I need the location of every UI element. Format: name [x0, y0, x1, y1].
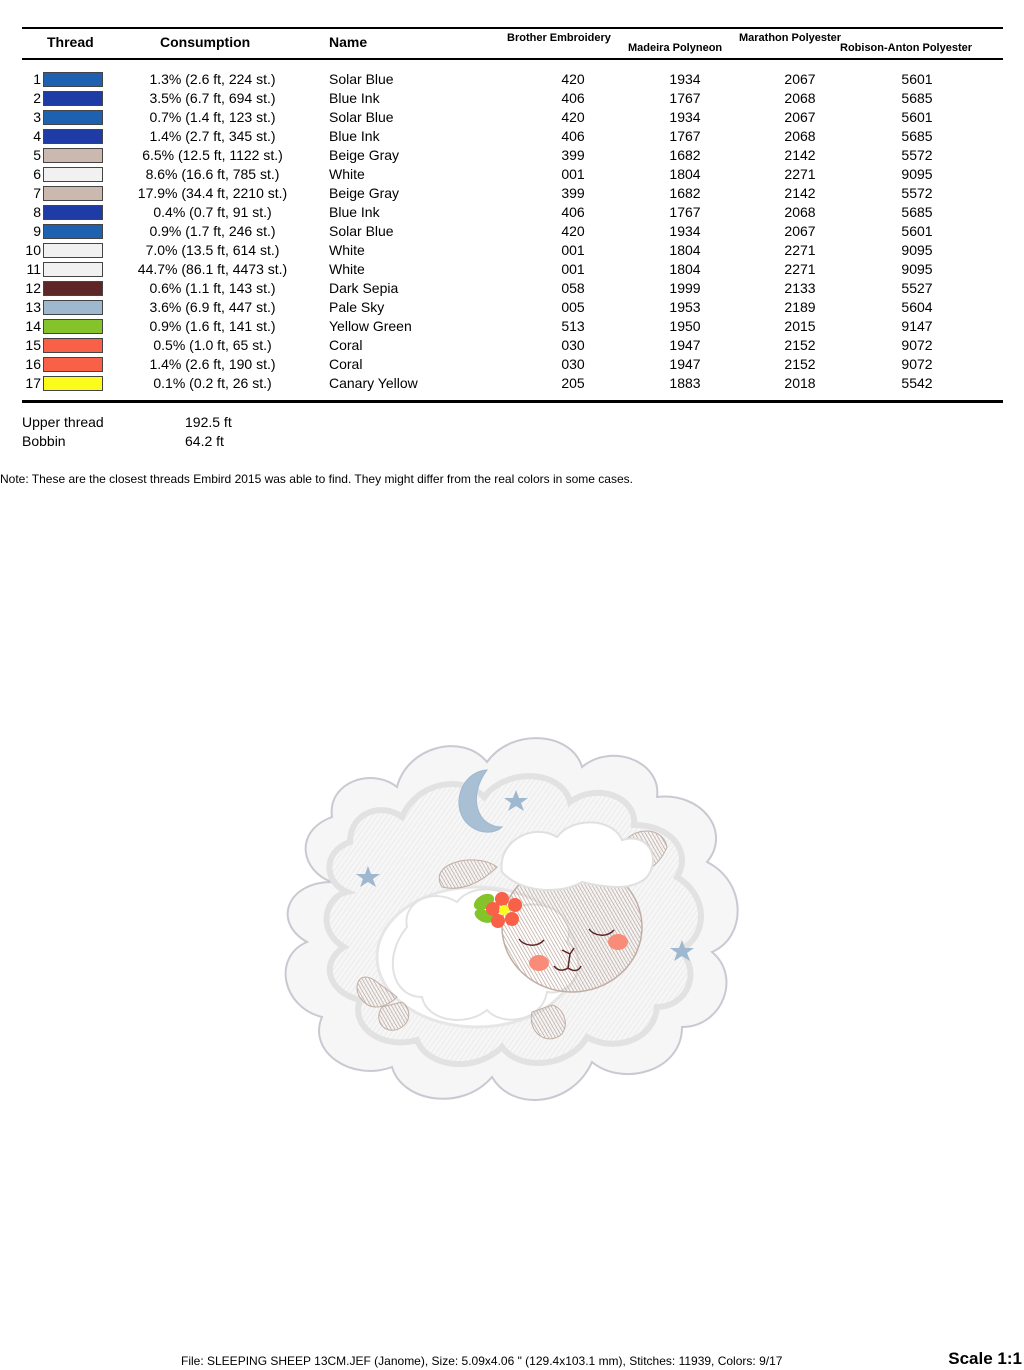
- thread-name: Solar Blue: [329, 71, 394, 87]
- thread-name: Blue Ink: [329, 90, 380, 106]
- madeira-code: 1950: [669, 318, 701, 334]
- marathon-code: 2271: [784, 242, 816, 258]
- madeira-code: 1999: [669, 280, 701, 296]
- thread-name: Blue Ink: [329, 128, 380, 144]
- thread-number: 2: [33, 90, 41, 106]
- robison-code: 5572: [901, 147, 933, 163]
- robison-code: 9095: [901, 261, 933, 277]
- thread-color-swatch: [43, 338, 103, 353]
- thread-number: 13: [25, 299, 41, 315]
- thread-color-swatch: [43, 129, 103, 144]
- madeira-code: 1804: [669, 166, 701, 182]
- thread-color-swatch: [43, 167, 103, 182]
- thread-color-swatch: [43, 243, 103, 258]
- brother-code: 406: [561, 90, 585, 106]
- marathon-code: 2068: [784, 204, 816, 220]
- brother-code: 001: [561, 261, 585, 277]
- thread-consumption: 0.7% (1.4 ft, 123 st.): [149, 109, 276, 125]
- brother-code: 001: [561, 166, 585, 182]
- thread-number: 5: [33, 147, 41, 163]
- thread-consumption: 0.6% (1.1 ft, 143 st.): [149, 280, 276, 296]
- madeira-code: 1947: [669, 356, 701, 372]
- thread-number: 15: [25, 337, 41, 353]
- thread-number: 11: [26, 261, 41, 277]
- thread-color-swatch: [43, 300, 103, 315]
- marathon-code: 2189: [784, 299, 816, 315]
- thread-color-swatch: [43, 376, 103, 391]
- header-bottom-rule: [22, 58, 1003, 60]
- madeira-code: 1953: [669, 299, 701, 315]
- header-robison: Robison-Anton Polyester: [840, 42, 973, 54]
- brother-code: 420: [561, 223, 585, 239]
- thread-consumption: 0.4% (0.7 ft, 91 st.): [153, 204, 272, 220]
- thread-consumption: 1.4% (2.6 ft, 190 st.): [149, 356, 276, 372]
- thread-consumption: 3.6% (6.9 ft, 447 st.): [149, 299, 276, 315]
- brother-code: 406: [561, 128, 585, 144]
- thread-name: Canary Yellow: [329, 375, 418, 391]
- thread-consumption: 8.6% (16.6 ft, 785 st.): [145, 166, 280, 182]
- robison-code: 5527: [901, 280, 933, 296]
- header-name: Name: [329, 34, 368, 50]
- brother-code: 399: [561, 185, 585, 201]
- upper-thread-label: Upper thread: [22, 414, 104, 430]
- thread-number: 14: [25, 318, 41, 334]
- robison-code: 9147: [901, 318, 933, 334]
- madeira-code: 1804: [669, 261, 701, 277]
- thread-number: 12: [25, 280, 41, 296]
- thread-color-swatch: [43, 110, 103, 125]
- thread-consumption: 7.0% (13.5 ft, 614 st.): [145, 242, 280, 258]
- thread-name: Beige Gray: [329, 185, 400, 201]
- marathon-code: 2271: [784, 261, 816, 277]
- marathon-code: 2152: [784, 356, 816, 372]
- thread-consumption: 0.5% (1.0 ft, 65 st.): [153, 337, 272, 353]
- robison-code: 5601: [901, 71, 933, 87]
- marathon-code: 2133: [784, 280, 816, 296]
- thread-number: 10: [25, 242, 41, 258]
- madeira-code: 1767: [669, 128, 701, 144]
- madeira-code: 1804: [669, 242, 701, 258]
- header-consumption: Consumption: [160, 34, 251, 50]
- header-marathon: Marathon Polyester: [739, 32, 842, 44]
- marathon-code: 2015: [784, 318, 816, 334]
- thread-number: 7: [33, 185, 41, 201]
- marathon-code: 2067: [784, 223, 816, 239]
- thread-name: White: [329, 261, 365, 277]
- marathon-code: 2068: [784, 90, 816, 106]
- thread-name: Coral: [329, 337, 363, 353]
- thread-consumption: 1.3% (2.6 ft, 224 st.): [149, 71, 276, 87]
- robison-code: 5542: [901, 375, 933, 391]
- thread-consumption: 1.4% (2.7 ft, 345 st.): [149, 128, 276, 144]
- thread-note: Note: These are the closest threads Embird 2015 was able to find. They might differ from the real colors in some cases.: [0, 472, 633, 486]
- robison-code: 5601: [901, 223, 933, 239]
- brother-code: 420: [561, 109, 585, 125]
- thread-name: Solar Blue: [329, 109, 394, 125]
- bobbin-label: Bobbin: [22, 433, 66, 449]
- thread-consumption: 0.9% (1.7 ft, 246 st.): [149, 223, 276, 239]
- robison-code: 5604: [901, 299, 933, 315]
- thread-color-swatch: [43, 319, 103, 334]
- brother-code: 030: [561, 337, 585, 353]
- marathon-code: 2018: [784, 375, 816, 391]
- brother-code: 406: [561, 204, 585, 220]
- thread-consumption: 0.9% (1.6 ft, 141 st.): [149, 318, 276, 334]
- thread-color-swatch: [43, 205, 103, 220]
- thread-number: 3: [33, 109, 41, 125]
- thread-name: White: [329, 242, 365, 258]
- thread-number: 17: [25, 375, 41, 391]
- brother-code: 513: [561, 318, 585, 334]
- robison-code: 9095: [901, 166, 933, 182]
- thread-consumption: 3.5% (6.7 ft, 694 st.): [149, 90, 276, 106]
- marathon-code: 2067: [784, 71, 816, 87]
- thread-number: 9: [33, 223, 41, 239]
- thread-color-swatch: [43, 148, 103, 163]
- brother-code: 001: [561, 242, 585, 258]
- thread-color-swatch: [43, 262, 103, 277]
- bobbin-value: 64.2 ft: [185, 433, 224, 449]
- thread-number: 8: [33, 204, 41, 220]
- file-info: File: SLEEPING SHEEP 13CM.JEF (Janome), Size: 5.09x4.06 " (129.4x103.1 mm), Stitches: 11939, Colors: 9/17: [181, 1354, 783, 1368]
- robison-code: 9072: [901, 356, 933, 372]
- marathon-code: 2067: [784, 109, 816, 125]
- marathon-code: 2152: [784, 337, 816, 353]
- marathon-code: 2142: [784, 147, 816, 163]
- robison-code: 5601: [901, 109, 933, 125]
- thread-number: 16: [25, 356, 41, 372]
- madeira-code: 1934: [669, 71, 701, 87]
- thread-consumption: 44.7% (86.1 ft, 4473 st.): [137, 261, 288, 277]
- brother-code: 030: [561, 356, 585, 372]
- table-top-rule: [22, 27, 1003, 29]
- header-brother: Brother Embroidery: [507, 32, 611, 44]
- robison-code: 9095: [901, 242, 933, 258]
- thread-color-swatch: [43, 281, 103, 296]
- madeira-code: 1883: [669, 375, 701, 391]
- robison-code: 9072: [901, 337, 933, 353]
- thread-number: 4: [33, 128, 41, 144]
- header-thread: Thread: [47, 34, 94, 50]
- upper-thread-value: 192.5 ft: [185, 414, 232, 430]
- brother-code: 399: [561, 147, 585, 163]
- brother-code: 005: [561, 299, 585, 315]
- robison-code: 5685: [901, 204, 933, 220]
- marathon-code: 2271: [784, 166, 816, 182]
- brother-code: 205: [561, 375, 585, 391]
- thread-name: White: [329, 166, 365, 182]
- thread-color-swatch: [43, 186, 103, 201]
- sleeping-sheep-embroidery-icon: [262, 722, 762, 1122]
- thread-number: 6: [33, 166, 41, 182]
- brother-code: 058: [561, 280, 585, 296]
- thread-color-swatch: [43, 91, 103, 106]
- scale-label: Scale 1:1: [948, 1349, 1022, 1368]
- marathon-code: 2142: [784, 185, 816, 201]
- thread-color-swatch: [43, 72, 103, 87]
- thread-color-swatch: [43, 357, 103, 372]
- madeira-code: 1934: [669, 109, 701, 125]
- madeira-code: 1947: [669, 337, 701, 353]
- header-madeira: Madeira Polyneon: [628, 42, 723, 54]
- thread-name: Coral: [329, 356, 363, 372]
- madeira-code: 1682: [669, 147, 701, 163]
- thread-color-swatch: [43, 224, 103, 239]
- thread-name: Solar Blue: [329, 223, 394, 239]
- thread-name: Yellow Green: [329, 318, 412, 334]
- madeira-code: 1934: [669, 223, 701, 239]
- brother-code: 420: [561, 71, 585, 87]
- madeira-code: 1767: [669, 90, 701, 106]
- robison-code: 5685: [901, 90, 933, 106]
- thread-name: Pale Sky: [329, 299, 385, 315]
- madeira-code: 1767: [669, 204, 701, 220]
- thread-name: Beige Gray: [329, 147, 400, 163]
- table-bottom-rule: [22, 400, 1003, 403]
- robison-code: 5685: [901, 128, 933, 144]
- thread-number: 1: [33, 71, 41, 87]
- robison-code: 5572: [901, 185, 933, 201]
- thread-name: Dark Sepia: [329, 280, 399, 296]
- thread-consumption: 6.5% (12.5 ft, 1122 st.): [142, 147, 283, 163]
- thread-consumption: 17.9% (34.4 ft, 2210 st.): [137, 185, 288, 201]
- thread-name: Blue Ink: [329, 204, 380, 220]
- marathon-code: 2068: [784, 128, 816, 144]
- madeira-code: 1682: [669, 185, 701, 201]
- thread-consumption: 0.1% (0.2 ft, 26 st.): [153, 375, 272, 391]
